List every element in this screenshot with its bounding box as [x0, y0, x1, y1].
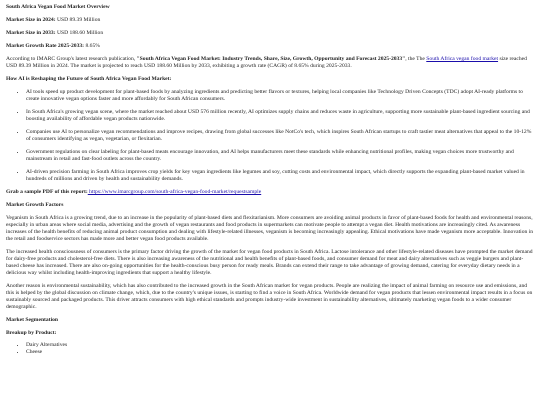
list-item: • Cheese — [26, 349, 534, 356]
ai-points-list — [6, 89, 534, 183]
stat-value: USD 188.60 Million — [55, 29, 104, 36]
segmentation-heading: Market Segmentation — [6, 316, 59, 323]
ai-heading: How AI is Reshaping the Future of South Africa Vegan Food Market: — [6, 75, 172, 82]
product-list — [6, 342, 534, 356]
stat-value: 8.65% — [84, 42, 100, 49]
growth-paragraph: The increased health consciousness of consumers is the primary factor driving the growth of the market for vegan food products in South Africa. Lactose intolerance and other lifestyle-related diseases have prompted the market demand for dairy-free products and cholesterol-free diets. There is also increasing awareness of the nutritional and health benefits of plant-based foods, and consumer demand for meat and dairy alternatives such as veggie burgers and plant-based cheese has increased. There are also on-going opportunities for the health-conscious busy person for ready meals. Brands can extend their range to take advantage of growing demand, catering for everyday dietary needs in a delicious way whilst including health-improving ingredients that support a healthy lifestyle. — [6, 248, 533, 276]
sample-label: Grab a sample PDF of this report: — [6, 188, 88, 195]
intro-post: size reached USD 89.39 Million in 2024. The market is projected to reach USD 188.60 Million by 2033, exhibiting a growth rate (CAGR) of 8.65% during 2025-2033. — [6, 55, 527, 69]
sample-line — [6, 189, 534, 196]
list-item: • Companies use AI to personalize vegan recommendations and improve recipes, drawing from global successes like NotCo's tech, which inspires South African startups to craft tastier meat alternatives that appeal to the 10-12% of consumers identifying as vegan, vegetarian, or flexitarian. — [26, 129, 534, 143]
market-link[interactable]: South Africa vegan food market — [426, 55, 499, 62]
sample-link[interactable]: https://www.imarcgroup.com/south-africa-vegan-food-market/requestsample — [87, 188, 262, 195]
intro-pre: According to IMARC Group's latest research publication, — [6, 55, 137, 62]
growth-paragraph: Another reason is environmental sustainability, which has also contributed to the increased growth in the South African market for vegan products. People are realizing the impact of animal farming on resource use and emissions, and this is helped by the global discussion on climate change, which, due to the country's unique issues, is starting to find a voice in South Africa. Worldwide demand for vegan products that lessen environmental impact results in a focus on sustainably sourced and packaged products. This driver attracts consumers with high ethical standards and prompts industry-wide investment in sustainability alternatives, ultimately marketing vegan foods to a wider consumer demographic. — [6, 282, 533, 310]
stat-market-size-2033 — [6, 30, 534, 37]
list-item: • AI tools speed up product development for plant-based foods by analyzing ingredients and predicting better flavors or textures, helping local companies like Technology Driven Concepts (TDC) adopt AI-ready platforms to create innovative vegan options faster and more affordably for South African consumers. — [26, 89, 534, 103]
stat-market-size-2024 — [6, 17, 534, 24]
list-item: • AI-driven precision farming in South Africa improves crop yields for key vegan ingredients like legumes and soy, cutting costs and environmental impact, which directly supports the expanding plant-based market valued in hundreds of millions and driven by health and sustainability demands. — [26, 169, 534, 183]
stat-label: Market Size in 2033: — [6, 29, 56, 36]
list-item: • Government regulations on clear labeling for plant-based meats encourage innovation, and AI helps manufacturers meet these standards while enhancing nutritional profiles, making vegan choices more trustworthy and mainstream in retail and fast-food outlets across the country. — [26, 149, 534, 163]
page-title: South Africa Vegan Food Market Overview — [6, 4, 110, 10]
report-title: "South Africa Vegan Food Market: Industry Trends, Share, Size, Growth, Opportunity and Forecast 2025-2033" — [136, 55, 406, 62]
growth-paragraph: Veganism in South Africa is a growing trend, due to an increase in the popularity of plant-based diets and flexitarianism. More consumers are avoiding animal products in favor of plant-based foods for health and environmental reasons, especially in urban areas where social media, advertising and the growth of vegan restaurants and food products in supermarkets can motivate people to attempt a vegan diet. Health motivations are increasingly cited. As awareness increases of the health benefits of reducing animal product consumption and dealing with lifestyle-related illnesses, veganism is becoming increasingly appealing. Ethical motivations have made veganism more acceptable. Innovation in the retail and foodservice sectors has made more and better vegan food products available. — [6, 214, 534, 242]
intro-paragraph — [6, 56, 534, 70]
stat-label: Market Growth Rate 2025-2033: — [6, 42, 85, 49]
list-item: • In South Africa's growing vegan scene, where the market reached about USD 576 million recently, AI optimizes supply chains and reduces waste in agriculture, supporting more sustainable plant-based ingredient sourcing and boosting availability of affordable vegan products nationwide. — [26, 109, 534, 123]
intro-mid: , the The — [405, 55, 427, 62]
stat-label: Market Size in 2024: — [6, 16, 56, 23]
growth-heading: Market Growth Factors — [6, 201, 64, 208]
stat-growth-rate — [6, 43, 534, 50]
stat-value: USD 89.39 Million — [55, 16, 101, 23]
list-item: • Dairy Alternatives — [26, 342, 534, 349]
breakup-heading: Breakup by Product: — [6, 329, 57, 336]
